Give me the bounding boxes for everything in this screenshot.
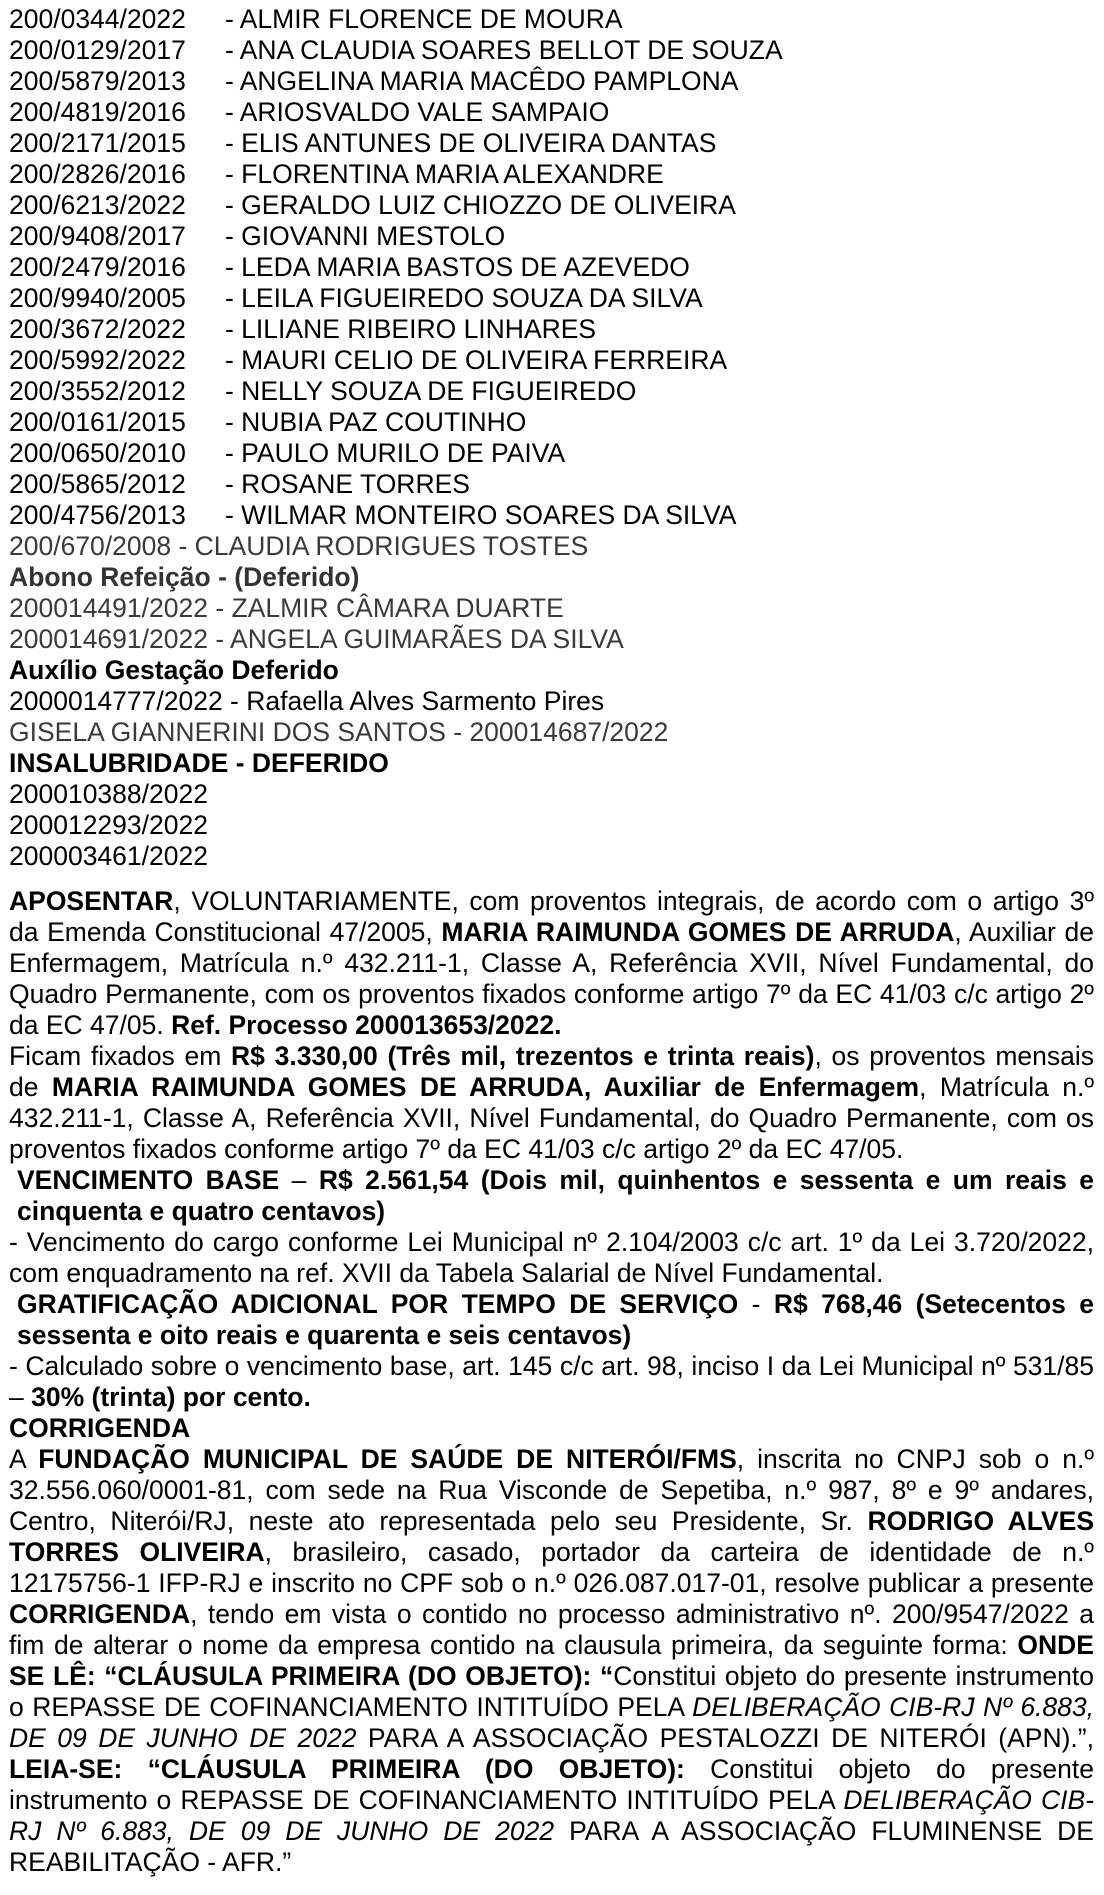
person-name: - ALMIR FLORENCE DE MOURA xyxy=(225,4,623,34)
list-item: 200014491/2022 - ZALMIR CÂMARA DUARTE xyxy=(9,593,564,623)
list-item: 200012293/2022 xyxy=(9,810,208,840)
list-item xyxy=(9,221,1094,252)
list-item xyxy=(9,345,1094,376)
person-name: - GERALDO LUIZ CHIOZZO DE OLIVEIRA xyxy=(225,190,736,220)
paragraph-text: PARA A ASSOCIAÇÃO FLUMINENSE DE REABILITAÇÃO - AFR.” xyxy=(9,1816,1094,1877)
person-name: - ARIOSVALDO VALE SAMPAIO xyxy=(225,97,610,127)
paragraph-text: – xyxy=(279,1165,319,1195)
person-name: - NELLY SOUZA DE FIGUEIREDO xyxy=(225,376,637,406)
person-name: - WILMAR MONTEIRO SOARES DA SILVA xyxy=(225,500,737,530)
process-number: 200/0129/2017 xyxy=(9,35,186,65)
person-name: - LEDA MARIA BASTOS DE AZEVEDO xyxy=(225,252,690,282)
list-item xyxy=(9,97,1094,128)
gratificacao-text xyxy=(9,1351,1094,1413)
paragraph-text: , Matrícula n.º 432.211-1, Classe A, Referência XVII, Nível Fundamental, do Quadro Permanente, com os proventos fixados conforme artigo 7º da EC 41/03 c/c artigo 2º da EC 47/05. xyxy=(9,1072,1094,1164)
paragraph-text: Constitui objeto do presente instrumento o REPASSE DE COFINANCIAMENTO INTITUÍDO PELA xyxy=(9,1754,1094,1815)
corrigenda-paragraph xyxy=(9,1444,1094,1878)
process-number: 200/3672/2022 xyxy=(9,314,186,344)
list-item xyxy=(9,4,1094,35)
process-list xyxy=(9,4,1094,531)
bold-text: MARIA RAIMUNDA GOMES DE ARRUDA xyxy=(441,917,955,947)
list-item xyxy=(9,407,1094,438)
bold-text: R$ 768,46 (Setecentos e sessenta e oito reais e quarenta e seis centavos) xyxy=(17,1289,1094,1350)
process-number: 200/0650/2010 xyxy=(9,438,186,468)
list-item xyxy=(9,66,1094,97)
list-item xyxy=(9,35,1094,66)
person-name: - PAULO MURILO DE PAIVA xyxy=(225,438,566,468)
bold-text: MARIA RAIMUNDA GOMES DE ARRUDA, Auxiliar de Enfermagem xyxy=(51,1072,920,1102)
person-name: - LEILA FIGUEIREDO SOUZA DA SILVA xyxy=(225,283,703,313)
gestacao-heading: Auxílio Gestação Deferido xyxy=(9,655,339,685)
process-number: 200/0161/2015 xyxy=(9,407,186,437)
list-item: 200014691/2022 - ANGELA GUIMARÃES DA SILVA xyxy=(9,624,624,654)
bold-text: 30% (trinta) por cento. xyxy=(31,1382,311,1412)
process-number: 200/9940/2005 xyxy=(9,283,186,313)
bold-text: VENCIMENTO BASE xyxy=(17,1165,280,1195)
process-number: 200/5992/2022 xyxy=(9,345,186,375)
bold-text: R$ 3.330,00 (Três mil, trezentos e trinta reais) xyxy=(231,1041,815,1071)
list-item xyxy=(9,376,1094,407)
process-number: 200/2479/2016 xyxy=(9,252,186,282)
bold-text: R$ 2.561,54 (Dois mil, quinhentos e sessenta e um reais e cinquenta e quatro centavos) xyxy=(17,1165,1095,1226)
bold-text: Ref. Processo 200013653/2022. xyxy=(171,1010,562,1040)
person-name: - ELIS ANTUNES DE OLIVEIRA DANTAS xyxy=(225,128,717,158)
paragraph-text: - Calculado sobre o vencimento base, art. 145 c/c art. 98, inciso I da Lei Municipal nº 531/85 – xyxy=(9,1351,1094,1412)
paragraph-text: , os proventos mensais de xyxy=(9,1041,1094,1102)
paragraph-text: , inscrita no CNPJ sob o n.º 32.556.060/0001-81, com sede na Rua Visconde de Sepetiba, n.º 987, 8º e 9º andares, Centro, Niterói/RJ, neste ato representada pelo seu Presidente, Sr. xyxy=(9,1444,1094,1536)
person-name: - FLORENTINA MARIA ALEXANDRE xyxy=(225,159,664,189)
bold-text: RODRIGO ALVES TORRES OLIVEIRA xyxy=(9,1506,1094,1567)
paragraph-text: - xyxy=(738,1289,774,1319)
bold-text: FUNDAÇÃO MUNICIPAL DE SAÚDE DE NITERÓI/FMS xyxy=(38,1444,737,1474)
paragraph-text: , brasileiro, casado, portador da carteira de identidade de n.º 12175756-1 IFP-RJ e inscrito no CPF sob o n.º 026.087.017-01, resolve publicar a presente xyxy=(9,1537,1094,1598)
list-item: 200003461/2022 xyxy=(9,841,208,871)
aposentar-paragraph xyxy=(9,886,1094,1041)
paragraph-text: Constitui objeto do presente instrumento o REPASSE DE COFINANCIAMENTO INTITUÍDO PELA xyxy=(9,1661,1094,1722)
paragraph-text: , Auxiliar de Enfermagem, Matrícula n.º 432.211-1, Classe A, Referência XVII, Nível Fundamental, do Quadro Permanente, com os proventos fixados conforme artigo 7º da EC 41/03 c/c artigo 2º da EC 47/05. xyxy=(9,917,1094,1040)
process-number: 200/5865/2012 xyxy=(9,469,186,499)
list-item: GISELA GIANNERINI DOS SANTOS - 200014687/2022 xyxy=(9,717,669,747)
person-name: - LILIANE RIBEIRO LINHARES xyxy=(225,314,597,344)
person-name: - MAURI CELIO DE OLIVEIRA FERREIRA xyxy=(225,345,728,375)
insalubridade-heading: INSALUBRIDADE - DEFERIDO xyxy=(9,748,389,778)
process-number: 200/5879/2013 xyxy=(9,66,186,96)
paragraph-text: A xyxy=(9,1444,39,1474)
process-number: 200/9408/2017 xyxy=(9,221,186,251)
process-number: 200/4819/2016 xyxy=(9,97,186,127)
list-item xyxy=(9,252,1094,283)
process-number: 200/2171/2015 xyxy=(9,128,186,158)
list-item xyxy=(9,469,1094,500)
list-item xyxy=(9,500,1094,531)
process-number: 200/0344/2022 xyxy=(9,4,186,34)
claudia-line: 200/670/2008 - CLAUDIA RODRIGUES TOSTES xyxy=(9,531,589,561)
process-number: 200/6213/2022 xyxy=(9,190,186,220)
italic-text: DELIBERAÇÃO CIB-RJ Nº 6.883, DE 09 DE JUNHO DE 2022 xyxy=(9,1785,1094,1846)
list-item: 200010388/2022 xyxy=(9,779,208,809)
bold-text: APOSENTAR xyxy=(9,886,174,916)
corrigenda-heading: CORRIGENDA xyxy=(9,1413,191,1443)
person-name: - ANGELINA MARIA MACÊDO PAMPLONA xyxy=(225,66,739,96)
list-item xyxy=(9,190,1094,221)
gratificacao-heading xyxy=(9,1289,1094,1351)
bold-text: LEIA-SE: “CLÁUSULA PRIMEIRA (DO OBJETO): xyxy=(9,1754,685,1784)
list-item: 2000014777/2022 - Rafaella Alves Sarmento Pires xyxy=(9,686,605,716)
paragraph-text: PARA A ASSOCIAÇÃO PESTALOZZI DE NITERÓI (APN).”, xyxy=(356,1723,1094,1753)
person-name: - ANA CLAUDIA SOARES BELLOT DE SOUZA xyxy=(225,35,783,65)
list-item xyxy=(9,283,1094,314)
list-item xyxy=(9,438,1094,469)
ficam-paragraph xyxy=(9,1041,1094,1165)
bold-text: ONDE SE LÊ: “CLÁUSULA PRIMEIRA (DO OBJETO): “ xyxy=(9,1630,1094,1691)
paragraph-text: , tendo em vista o contido no processo administrativo nº. 200/9547/2022 a fim de alterar o nome da empresa contido na clausula primeira, da seguinte forma: xyxy=(9,1599,1094,1660)
vencimento-heading xyxy=(9,1165,1094,1227)
paragraph-text: , VOLUNTARIAMENTE, com proventos integrais, de acordo com o artigo 3º da Emenda Constitucional 47/2005, xyxy=(9,886,1094,947)
list-item xyxy=(9,128,1094,159)
bold-text: CORRIGENDA xyxy=(9,1599,191,1629)
process-number: 200/4756/2013 xyxy=(9,500,186,530)
paragraph-text: Ficam fixados em xyxy=(9,1041,232,1071)
vencimento-text: - Vencimento do cargo conforme Lei Municipal nº 2.104/2003 c/c art. 1º da Lei 3.720/2022, com enquadramento na ref. XVII da Tabela Salarial de Nível Fundamental. xyxy=(9,1227,1094,1288)
person-name: - NUBIA PAZ COUTINHO xyxy=(225,407,527,437)
italic-text: DELIBERAÇÃO CIB-RJ Nº 6.883, DE 09 DE JUNHO DE 2022 xyxy=(9,1692,1094,1753)
person-name: - ROSANE TORRES xyxy=(225,469,470,499)
abono-heading: Abono Refeição - (Deferido) xyxy=(9,562,360,592)
process-number: 200/3552/2012 xyxy=(9,376,186,406)
process-number: 200/2826/2016 xyxy=(9,159,186,189)
bold-text: GRATIFICAÇÃO ADICIONAL POR TEMPO DE SERVIÇO xyxy=(17,1289,739,1319)
person-name: - GIOVANNI MESTOLO xyxy=(225,221,506,251)
list-item xyxy=(9,314,1094,345)
list-item xyxy=(9,159,1094,190)
